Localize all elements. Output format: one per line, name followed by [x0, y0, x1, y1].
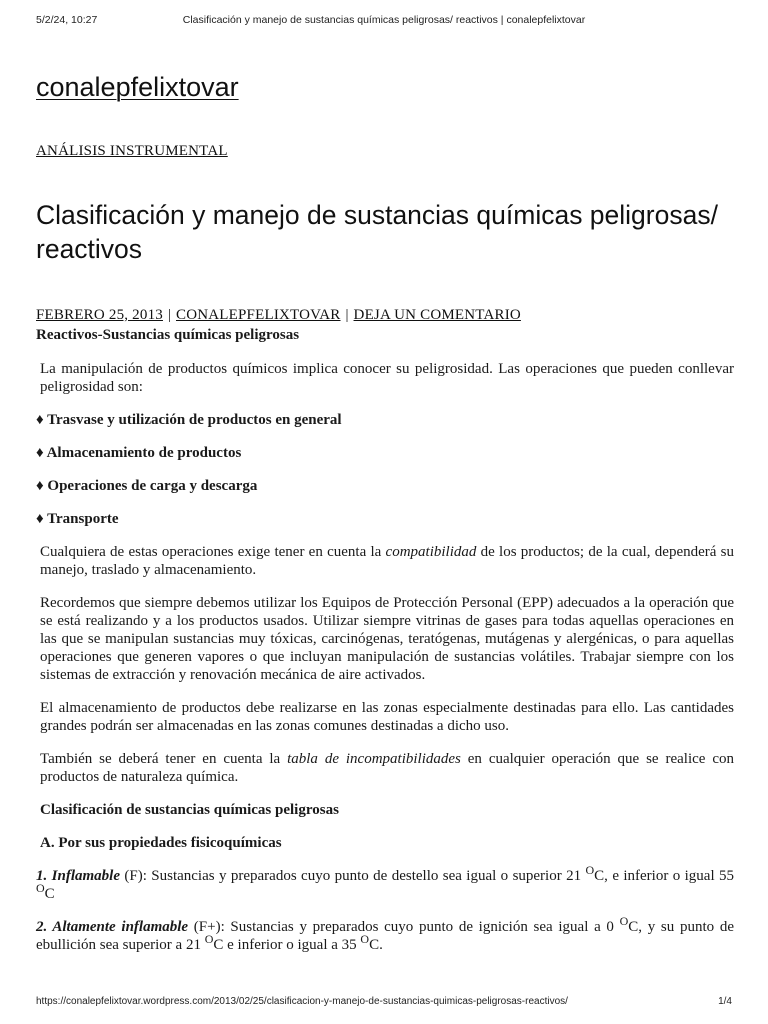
post-content [36, 326, 734, 969]
degree-symbol: O [36, 881, 45, 895]
content-subtitle: Reactivos-Sustancias químicas peligrosas [36, 327, 300, 343]
item-inflamable [36, 863, 735, 903]
text-span: También se deberá tener en cuenta la [40, 751, 288, 767]
post-title: Clasificación y manejo de sustancias químicas peligrosas/ reactivos [36, 200, 718, 264]
print-doc-title: Clasificación y manejo de sustancias químicas peligrosas/ reactivos | conalepfelixtovar [182, 14, 586, 26]
degree-symbol: O [619, 914, 629, 928]
paragraph-storage: El almacenamiento de productos debe realizarse en las zonas especialmente destinadas para ello. Las cantidades grandes podrán ser almacenadas en las zonas comunes destinadas a dicho uso. [40, 700, 734, 734]
item-label: 2. Altamente inflamable [36, 919, 189, 935]
post-author-link[interactable]: CONALEPFELIXTOVAR [175, 307, 341, 323]
item-label: 1. Inflamable [36, 868, 120, 884]
degree-symbol: O [360, 932, 370, 946]
bullet-item: ♦ Operaciones de carga y descarga [36, 478, 258, 494]
leave-comment-link[interactable]: DEJA UN COMENTARIO [353, 307, 521, 323]
text-span: en cualquier operación que se realice con productos de naturaleza química. [40, 751, 734, 785]
degree-symbol: O [204, 932, 214, 946]
emphasis-compatibilidad: compatibilidad [385, 544, 477, 560]
text-span: (F+): Sustancias y preparados cuyo punto de ignición sea igual a 0 [188, 919, 620, 935]
paragraph-epp: Recordemos que siempre debemos utilizar los Equipos de Protección Personal (EPP) adecuados a la operación que se está realizando y a los productos usados. Utilizar siempre vitrinas de gases para todas aquellas operaciones en las que se manipulan sustancias muy tóxicas, carcinógenas, teratógenas, mutágenas y alergénicas, o para aquellas operaciones que generen vapores o que incluyan manipulación de sustancias volátiles. Trabajar siempre con los sistemas de extracción y renovación mecánica de aire activados. [40, 595, 734, 683]
text-span: C, e inferior o igual 55 [594, 868, 735, 884]
paragraph-intro: La manipulación de productos químicos implica conocer su peligrosidad. Las operaciones que pueden conllevar peligrosidad son: [40, 361, 734, 395]
paragraph-compatibility [36, 543, 734, 579]
category-link[interactable]: ANÁLISIS INSTRUMENTAL [36, 143, 228, 159]
text-span: (F): Sustancias y preparados cuyo punto de destello sea igual o superior 21 [119, 868, 586, 884]
meta-separator: | [345, 307, 349, 323]
print-date: 5/2/24, 10:27 [36, 14, 98, 26]
heading-physicochemical: A. Por sus propiedades fisicoquímicas [40, 835, 282, 851]
text-span: C, y su punto de ebullición sea superior a 21 [36, 919, 734, 953]
paragraph-incompatibilities [36, 750, 734, 786]
heading-classification: Clasificación de sustancias químicas peligrosas [40, 802, 339, 818]
bullet-item: ♦ Almacenamiento de productos [36, 445, 242, 461]
meta-separator: | [167, 307, 171, 323]
text-span: C e inferior o igual a 35 [213, 937, 361, 953]
page-number: 1/4 [718, 996, 732, 1007]
bullet-item: ♦ Transporte [36, 511, 119, 527]
text-span: C. [369, 937, 383, 953]
text-span: de los productos; de la cual, dependerá su manejo, traslado y almacenamiento. [40, 544, 734, 578]
post-date-link[interactable]: FEBRERO 25, 2013 [36, 307, 163, 323]
item-altamente-inflamable [36, 914, 734, 954]
site-title-link[interactable]: conalepfelixtovar [36, 72, 239, 102]
post-meta [36, 307, 521, 324]
print-url: https://conalepfelixtovar.wordpress.com/2013/02/25/clasificacion-y-manejo-de-sustancias-quimicas-peligrosas-reactivos/ [36, 996, 568, 1007]
text-span: C [44, 886, 55, 902]
bullet-item: ♦ Trasvase y utilización de productos en general [36, 412, 342, 428]
text-span: Cualquiera de estas operaciones exige tener en cuenta la [40, 544, 386, 560]
emphasis-tabla: tabla de incompatibilidades [287, 751, 461, 767]
degree-symbol: O [585, 863, 595, 877]
